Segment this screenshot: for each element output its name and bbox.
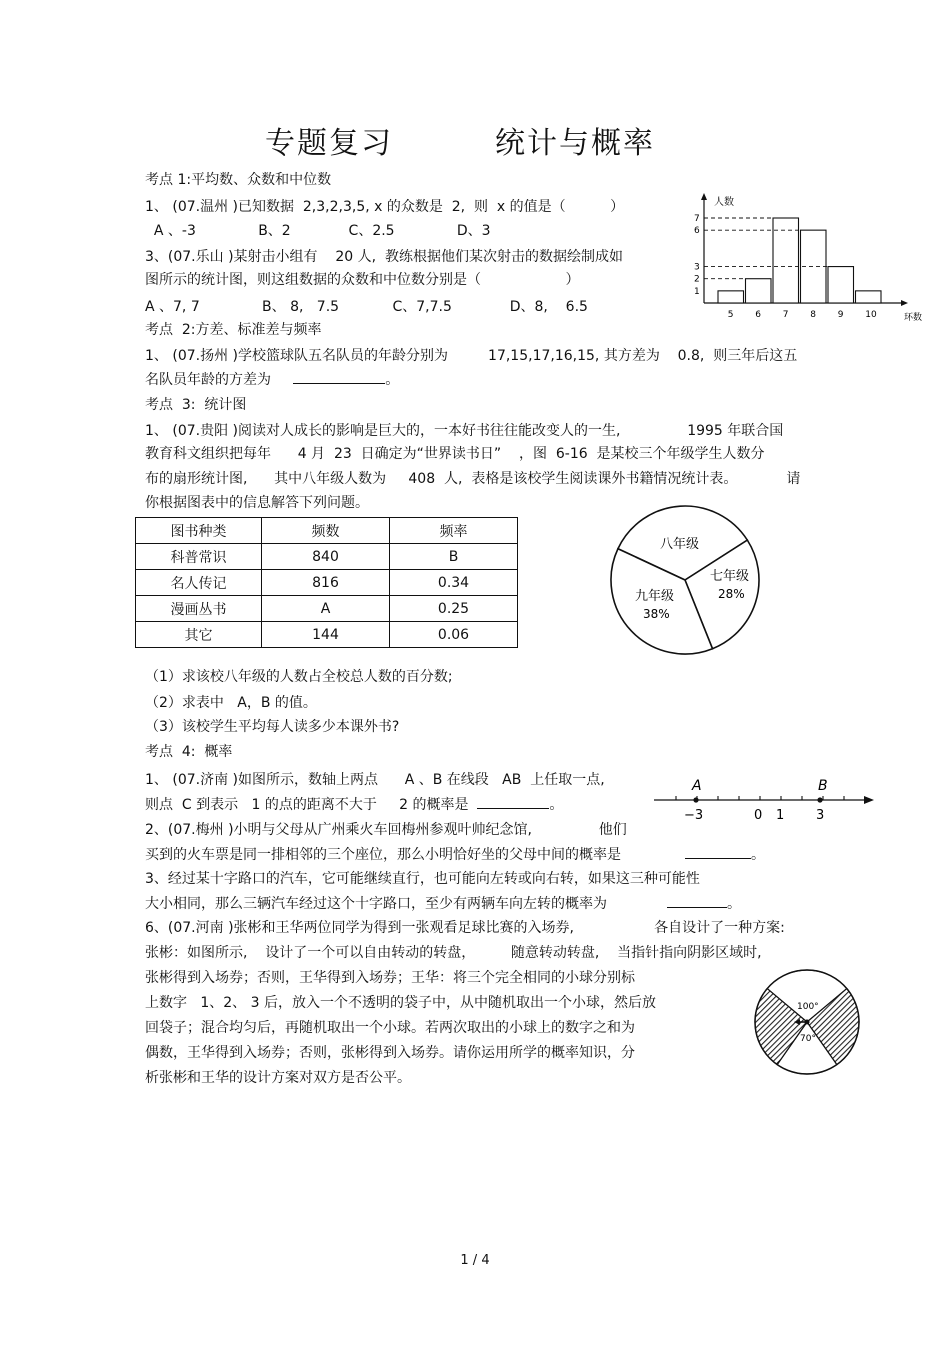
pie-slice-percent: 38% [643, 607, 670, 621]
s4-q2-line2 [145, 844, 765, 865]
answer-blank[interactable] [477, 794, 549, 809]
angle-label-bottom: 70° [800, 1034, 816, 1044]
s2-q1-line2-end: 。 [385, 372, 400, 388]
x-axis-arrow-icon [901, 300, 908, 306]
table-cell: 科普常识 [136, 544, 262, 570]
bar-y-tick-label: 7 [694, 214, 700, 224]
s4-q6-line5: 回袋子；混合均匀后，再随机取出一个小球。若两次取出的小球上的数字之和为 [145, 1020, 635, 1036]
table-cell: 漫画丛书 [136, 596, 262, 622]
title-right: 统计与概率 [495, 126, 655, 161]
s4-q6-line2: 张彬：如图所示, 设计了一个可以自由转动的转盘， 随意转动转盘, 当指针指向阴影区域时, [145, 945, 762, 961]
spinner-center [805, 1020, 810, 1025]
table-cell: 144 [262, 622, 390, 648]
s2-q1-line2-text: 名队员年龄的方差为 [145, 372, 294, 388]
bar-5 [718, 291, 744, 303]
s4-q6-line7: 析张彬和王华的设计方案对双方是否公平。 [145, 1070, 411, 1086]
tick-label-0: 0 [754, 808, 763, 823]
pie-slice-label: 八年级 [660, 537, 700, 552]
s3-question-2: （2）求表中 A，B 的值。 [145, 695, 317, 711]
s4-q6-line6: 偶数，王华得到入场券；否则，张彬得到入场券。请你运用所学的概率知识，分 [145, 1045, 635, 1061]
answer-blank[interactable] [667, 893, 727, 908]
table-cell: 名人传记 [136, 570, 262, 596]
table-cell: A [262, 596, 390, 622]
table-row [136, 596, 518, 622]
bar-y-tick-label: 1 [694, 286, 700, 297]
s4-q1-line2-text: 则点 C 到表示 1 的点的距离不大于 2 的概率是 [145, 797, 478, 813]
s4-q3-line2-text: 大小相同，那么三辆汽车经过这个十字路口，至少有两辆车向左转的概率为 [145, 896, 607, 912]
table-row [136, 544, 518, 570]
s1-q3-line1: 3、(07.乐山 )某射击小组有 20 人, 教练根据他们某次射击的数据绘制成如 [145, 249, 623, 265]
table-cell: 0.34 [390, 570, 518, 596]
s4-q6-line3: 张彬得到入场券；否则，王华得到入场券；王华：将三个完全相同的小球分别标 [145, 970, 635, 986]
s4-q1-line1: 1、 (07.济南 )如图所示，数轴上两点 A 、B 在线段 AB 上任取一点, [145, 772, 605, 788]
table-header: 图书种类 [136, 518, 262, 544]
y-axis-arrow-icon [701, 193, 707, 200]
pie-slice-percent: 28% [718, 587, 745, 601]
s4-q6-line1: 6、(07.河南 )张彬和王华两位同学为得到一张观看足球比赛的入场券, 各自设计了一种方案: [145, 920, 785, 936]
s4-q3-line2-end: 。 [727, 896, 741, 912]
table-header: 频数 [262, 518, 390, 544]
table-row [136, 570, 518, 596]
table-cell: B [390, 544, 518, 570]
point-a-dot [693, 797, 698, 802]
bar-y-tick-label: 3 [694, 262, 700, 273]
s4-q1-line2-end: 。 [549, 797, 564, 813]
table-cell: 816 [262, 570, 390, 596]
angle-label-top: 100° [797, 1002, 819, 1012]
pie-slice-label: 九年级 [635, 589, 675, 604]
s3-para-line2: 教育科文组织把每年 4 月 23 日确定为“世界读书日” ，图 6-16 是某校三个年级学生人数分 [145, 446, 765, 462]
bar-y-tick-label: 6 [694, 226, 700, 237]
pie-slice-label: 七年级 [710, 569, 750, 584]
point-b-dot [817, 797, 822, 802]
tick-label-3: 3 [816, 808, 825, 823]
bar-10 [856, 291, 882, 303]
section-4-heading: 考点 4: 概率 [145, 744, 233, 760]
page-number: 1 / 4 [460, 1253, 490, 1268]
title-left: 专题复习 [265, 126, 393, 161]
bar-category-label: 7 [782, 310, 789, 320]
section-3-heading: 考点 3: 统计图 [145, 397, 247, 413]
answer-blank[interactable] [293, 369, 385, 384]
bar-7 [773, 218, 799, 303]
bar-ylabel: 人数 [714, 197, 734, 208]
bar-chart [680, 185, 940, 330]
bar-category-label: 10 [865, 310, 877, 320]
s4-q3-line1: 3、经过某十字路口的汽车，它可能继续直行，也可能向左转或向右转，如果这三种可能性 [145, 871, 700, 887]
s1-q1-options: A 、-3 B、2 C、2.5 D、3 [145, 223, 491, 239]
bar-category-label: 9 [837, 310, 844, 320]
table-cell: 0.06 [390, 622, 518, 648]
section-2-heading: 考点 2:方差、标准差与频率 [145, 322, 322, 338]
number-line [650, 772, 880, 827]
bar-y-tick-label: 2 [694, 274, 700, 285]
table-header-row [136, 518, 518, 544]
table-cell: 其它 [136, 622, 262, 648]
bar-category-label: 6 [755, 310, 761, 320]
s1-q1-line1: 1、 (07.温州 )已知数据 2,3,2,3,5, x 的众数是 2, 则 x 的值是（ ） [145, 199, 625, 215]
bar-category-label: 5 [727, 310, 734, 320]
arrow-right-icon [864, 796, 874, 804]
s1-q3-line2: 图所示的统计图，则这组数据的众数和中位数分别是（ ） [145, 272, 580, 288]
point-a-label: A [692, 778, 702, 794]
tick-label-1: 1 [776, 808, 785, 823]
table-header: 频率 [390, 518, 518, 544]
table-cell: 0.25 [390, 596, 518, 622]
bar-xlabel: 环数 [904, 313, 923, 323]
bar-9 [828, 267, 854, 303]
spinner-diagram [750, 965, 865, 1080]
books-table [135, 517, 518, 648]
answer-blank[interactable] [685, 844, 751, 859]
s3-para-line3: 布的扇形统计图, 其中八年级人数为 408 人, 表格是该校学生阅读课外书籍情况统计表。 请 [145, 471, 801, 487]
pie-chart [600, 500, 770, 660]
bar-6 [746, 279, 772, 303]
bar-category-label: 8 [810, 310, 816, 320]
s3-para-line1: 1、 (07.贵阳 )阅读对人成长的影响是巨大的，一本好书往往能改变人的一生, 1995 年联合国 [145, 423, 784, 439]
s2-q1-line1: 1、 (07.扬州 )学校篮球队五名队员的年龄分别为 17,15,17,16,15, 其方差为 0.8, 则三年后这五 [145, 348, 798, 364]
s3-question-3: （3）该校学生平均每人读多少本课外书? [145, 719, 400, 735]
s2-q1-line2 [145, 369, 399, 390]
s4-q2-line2-text: 买到的火车票是同一排相邻的三个座位，那么小明恰好坐的父母中间的概率是 [145, 847, 621, 863]
s4-q2-line2-end: 。 [751, 847, 765, 863]
tick-label-neg3: −3 [684, 808, 704, 823]
table-cell: 840 [262, 544, 390, 570]
table-row [136, 622, 518, 648]
section-1-heading: 考点 1:平均数、众数和中位数 [145, 172, 332, 188]
s1-q3-options: A 、7, 7 B、 8, 7.5 C、7,7.5 D、8, 6.5 [145, 299, 588, 315]
s4-q6-line4: 上数字 1、2、 3 后，放入一个不透明的袋子中，从中随机取出一个小球，然后放 [145, 995, 656, 1011]
point-b-label: B [818, 778, 828, 794]
s4-q2-line1: 2、(07.梅州 )小明与父母从广州乘火车回梅州参观叶帅纪念馆, 他们 [145, 822, 627, 838]
s3-question-1: （1）求该校八年级的人数占全校总人数的百分数; [145, 669, 453, 685]
s4-q1-line2 [145, 794, 563, 815]
s3-para-line4: 你根据图表中的信息解答下列问题。 [145, 495, 369, 511]
s4-q3-line2 [145, 893, 741, 914]
